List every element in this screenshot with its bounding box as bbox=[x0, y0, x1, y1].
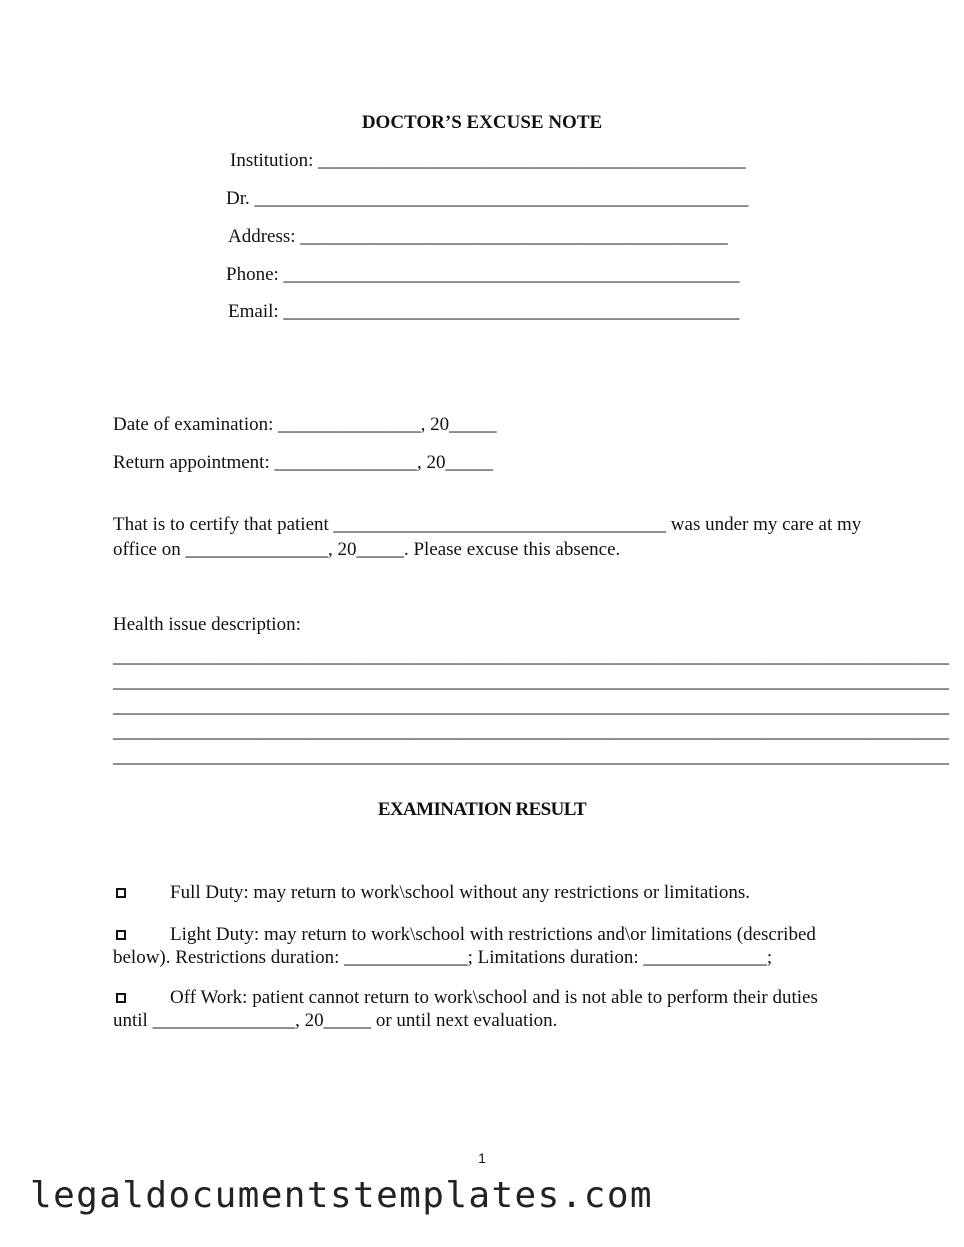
return-appointment-field[interactable]: Return appointment: _______________, 20_____ bbox=[113, 452, 493, 473]
email-field[interactable]: Email: ________________________________________________ bbox=[228, 301, 740, 322]
examination-result-title: EXAMINATION RESULT bbox=[377, 799, 587, 820]
light-duty-checkbox[interactable] bbox=[116, 930, 126, 940]
health-issue-line[interactable]: ________________________________________________________________________________________ bbox=[113, 646, 949, 667]
address-field[interactable]: Address: _____________________________________________ bbox=[228, 226, 728, 247]
health-issue-label: Health issue description: bbox=[113, 614, 301, 635]
page-number: 1 bbox=[478, 1150, 486, 1166]
health-issue-line[interactable]: ________________________________________________________________________________________ bbox=[113, 696, 949, 717]
off-work-label: Off Work: patient cannot return to work\school and is not able to perform their duties bbox=[170, 987, 818, 1008]
off-work-checkbox[interactable] bbox=[116, 993, 126, 1003]
full-duty-label: Full Duty: may return to work\school without any restrictions or limitations. bbox=[170, 882, 750, 903]
health-issue-line[interactable]: ________________________________________________________________________________________ bbox=[113, 671, 949, 692]
certification-line-1[interactable]: That is to certify that patient ___________________________________ was under my care at my bbox=[113, 514, 862, 535]
off-work-until-date[interactable]: until _______________, 20_____ or until next evaluation. bbox=[113, 1010, 558, 1031]
full-duty-checkbox[interactable] bbox=[116, 888, 126, 898]
light-duty-durations[interactable]: below). Restrictions duration: _____________; Limitations duration: _____________; bbox=[113, 947, 773, 968]
phone-field[interactable]: Phone: ________________________________________________ bbox=[226, 264, 740, 285]
light-duty-label: Light Duty: may return to work\school with restrictions and\or limitations (described bbox=[170, 924, 816, 945]
watermark: legaldocumentstemplates.com bbox=[30, 1175, 653, 1216]
document-title: DOCTOR’S EXCUSE NOTE bbox=[361, 112, 603, 133]
certification-line-2[interactable]: office on _______________, 20_____. Please excuse this absence. bbox=[113, 539, 621, 560]
doctor-field[interactable]: Dr. ____________________________________________________ bbox=[226, 188, 749, 209]
health-issue-line[interactable]: ________________________________________________________________________________________ bbox=[113, 721, 949, 742]
examination-date-field[interactable]: Date of examination: _______________, 20_____ bbox=[113, 414, 497, 435]
institution-field[interactable]: Institution: _____________________________________________ bbox=[230, 150, 746, 171]
health-issue-line[interactable]: ________________________________________________________________________________________ bbox=[113, 746, 949, 767]
